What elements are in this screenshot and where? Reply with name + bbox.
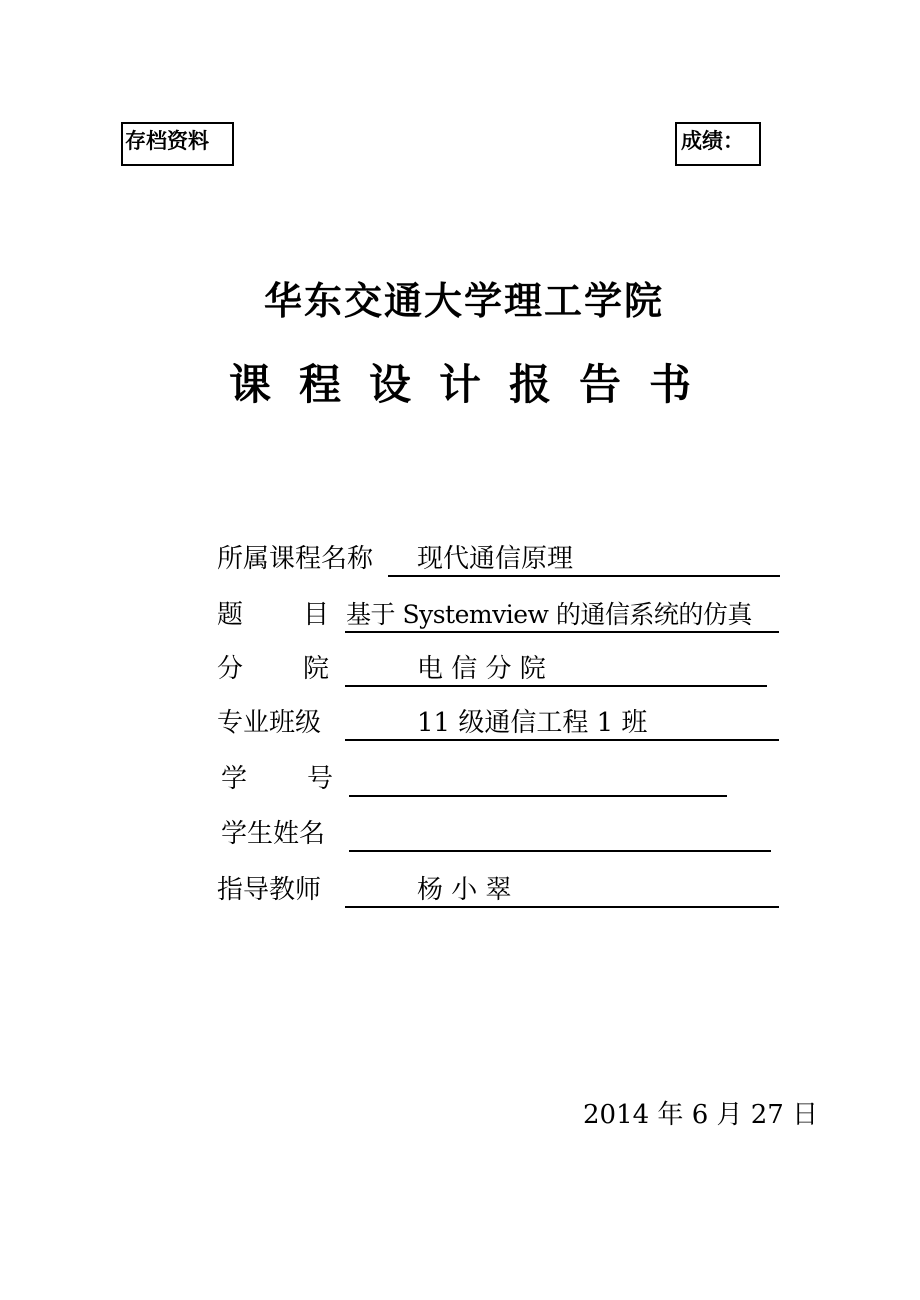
branch-underline [345, 651, 767, 687]
advisor-label: 指导教师 [217, 875, 322, 905]
topic-value: 基于 Systemview 的通信系统的仿真 [346, 600, 752, 629]
topic-label-first: 题 [217, 600, 244, 630]
class-label: 专业班级 [217, 708, 322, 738]
branch-value: 电 信 分 院 [417, 654, 546, 684]
course-label: 所属课程名称 [217, 544, 374, 574]
advisor-underline [345, 872, 779, 908]
score-label: 成绩： [681, 129, 744, 153]
course-row [217, 541, 780, 577]
student-name-underline [349, 816, 771, 852]
student-name-label: 学生姓名 [221, 819, 326, 849]
archive-tag [121, 122, 234, 166]
score-box [675, 122, 761, 166]
school-name: 华东交通大学理工学院 [263, 279, 664, 323]
report-date: 2014 年 6 月 27 日 [583, 1100, 819, 1130]
branch-row [217, 651, 780, 687]
student-id-row [217, 761, 780, 797]
student-name-row [217, 816, 780, 852]
advisor-value: 杨 小 翠 [417, 875, 512, 905]
branch-label-first: 分 [217, 654, 244, 684]
archive-tag-text: 存档资料 [125, 129, 209, 153]
topic-row [217, 597, 780, 633]
course-value: 现代通信原理 [417, 544, 574, 574]
student-id-label-second: 号 [307, 764, 334, 794]
topic-label-second: 目 [303, 600, 330, 630]
student-id-label-first: 学 [221, 764, 248, 794]
class-row [217, 705, 780, 741]
student-id-underline [349, 761, 727, 797]
class-value: 11 级通信工程 1 班 [417, 708, 648, 738]
advisor-row [217, 872, 780, 908]
branch-label-second: 院 [303, 654, 330, 684]
report-title: 课程设计报告书 [228, 360, 719, 409]
